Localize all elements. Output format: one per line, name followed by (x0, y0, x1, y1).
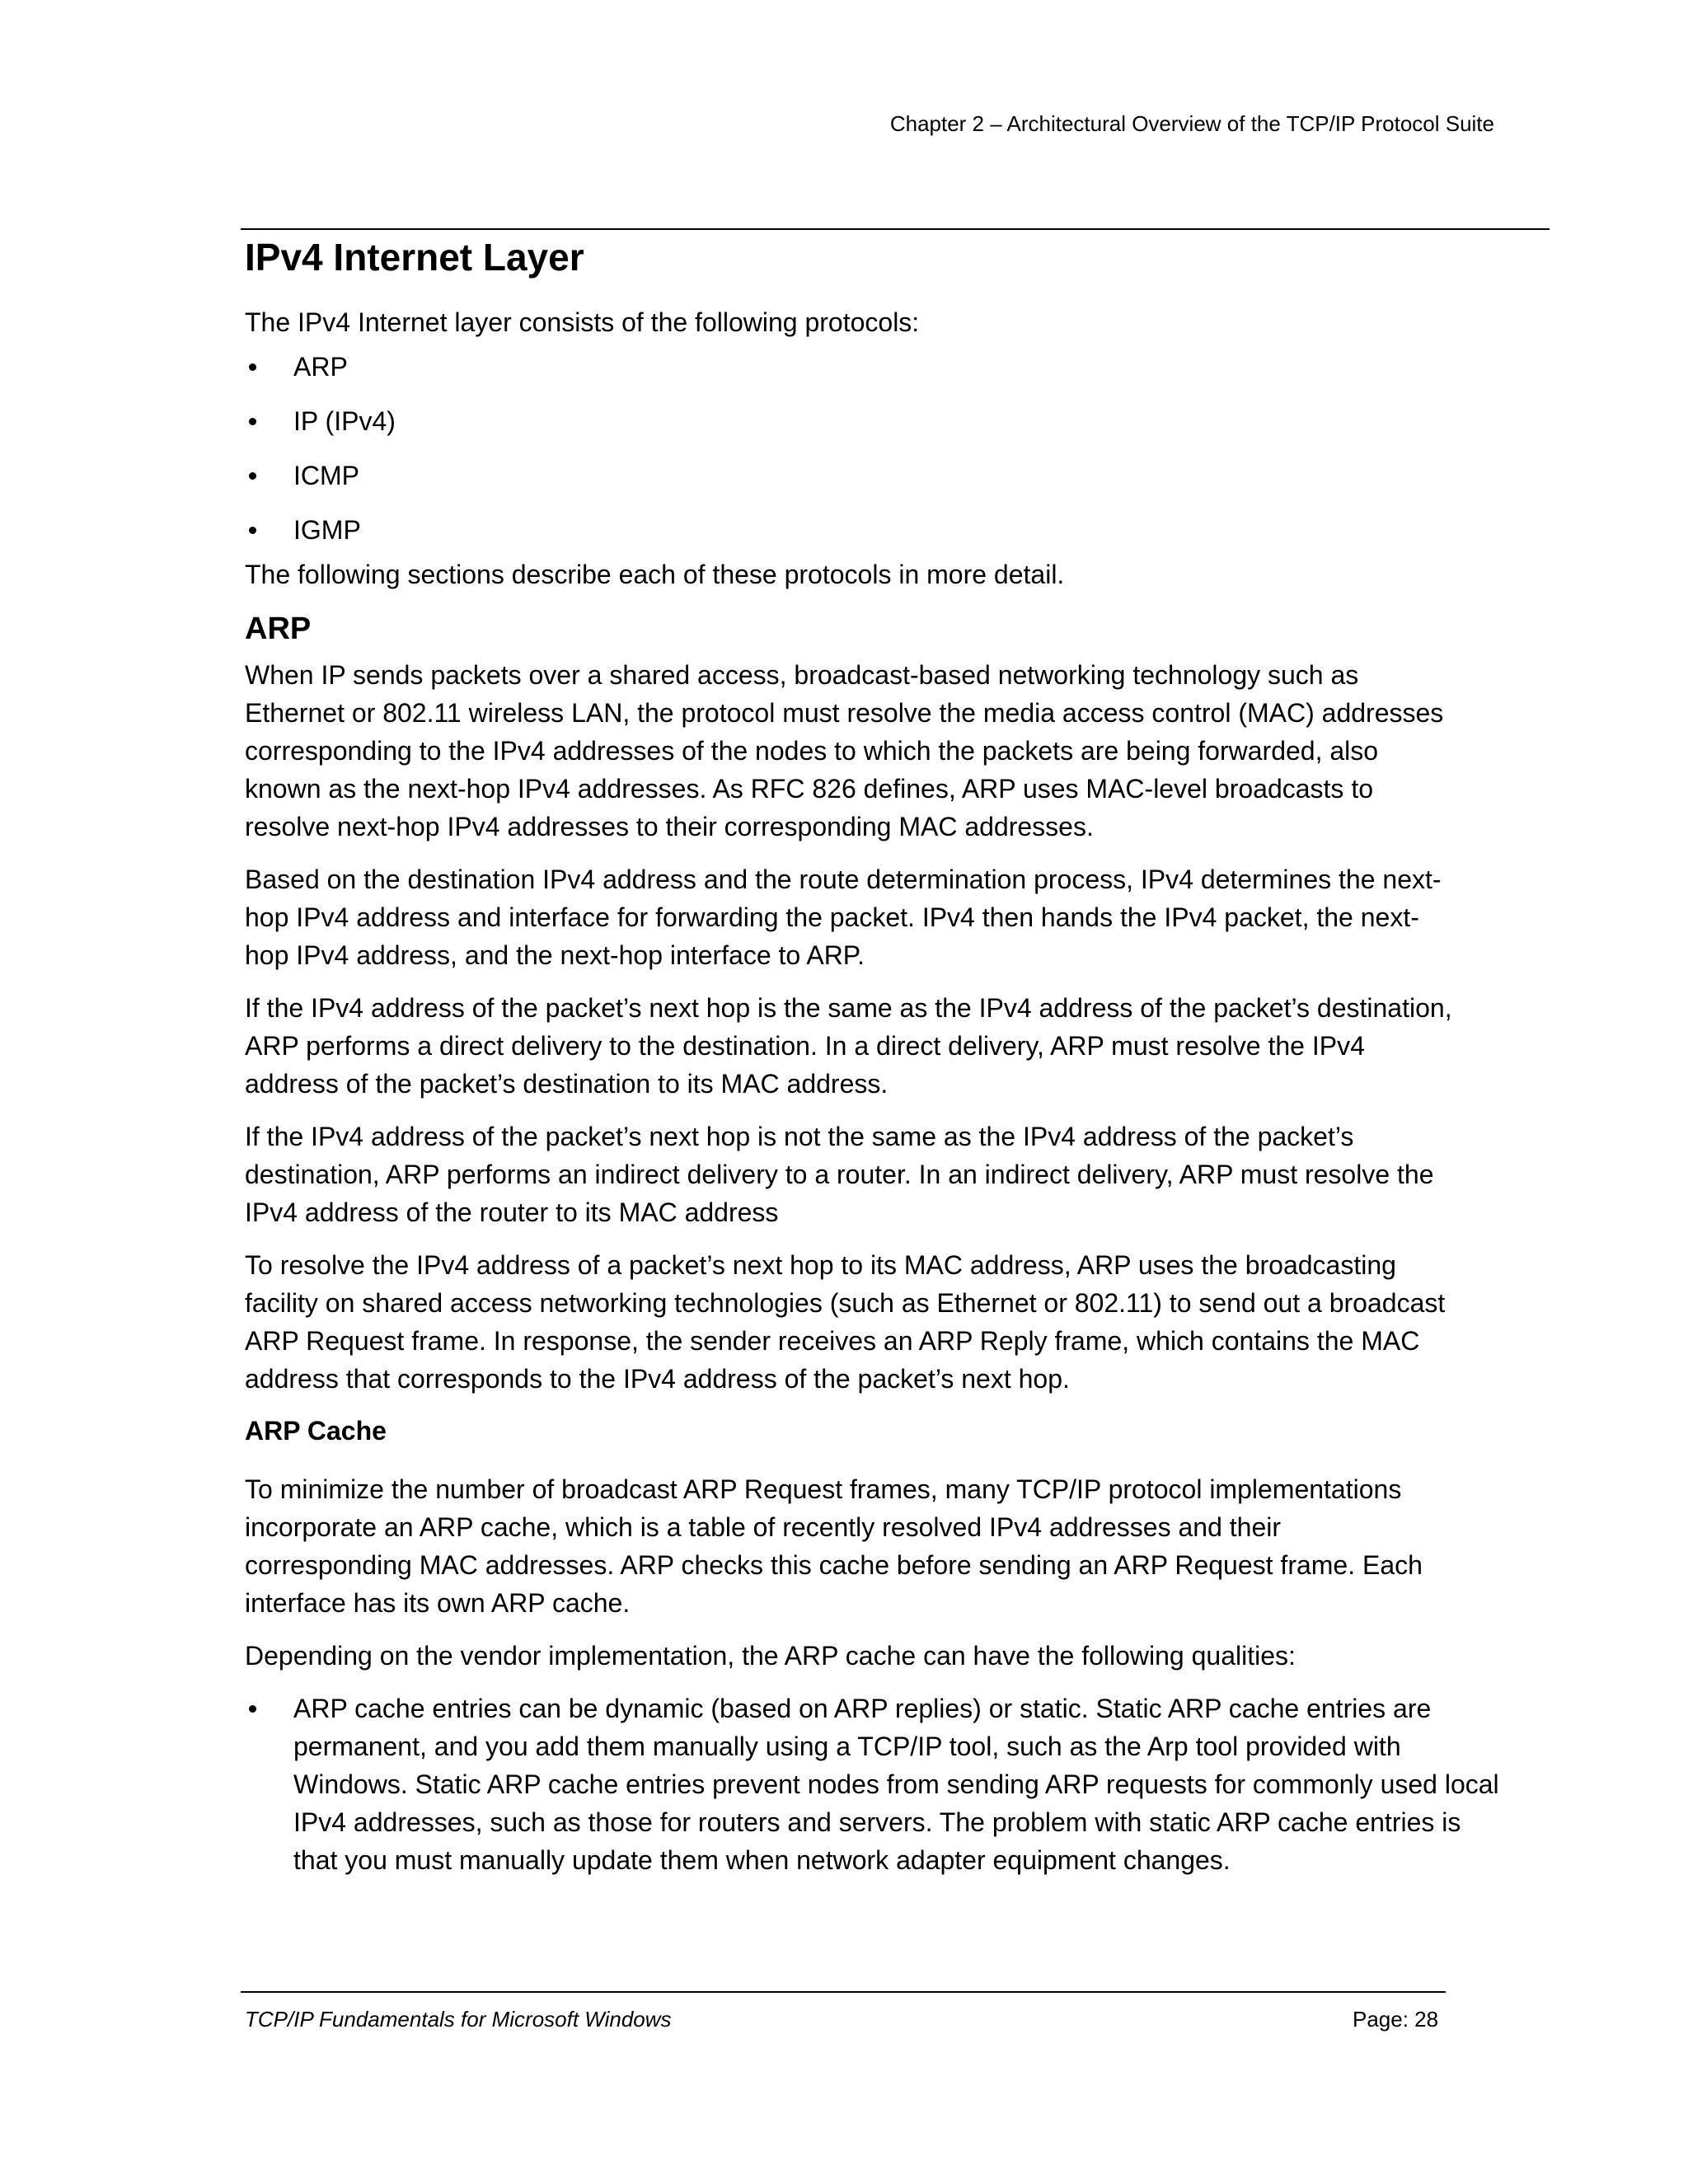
list-item: ICMP (245, 457, 1555, 494)
bullet-icon (249, 418, 256, 425)
arp-paragraph-2: Based on the destination IPv4 address and the route determination process, IPv4 determines the next- hop IPv4 address and interface for forwarding the packet. IPv4 then hands the IPv4 packet, the next- hop IPv4 address, and the next-hop interface to ARP. (245, 865, 1442, 970)
footer-rule (241, 1991, 1446, 1993)
footer-book-title: TCP/IP Fundamentals for Microsoft Windows (245, 2007, 672, 2032)
arp-cache-heading: ARP Cache (245, 1416, 387, 1446)
protocol-list (245, 348, 1555, 549)
arp-paragraph-4: If the IPv4 address of the packet’s next hop is not the same as the IPv4 address of the packet’s destination, ARP performs an indirect delivery to a router. In an indirect delivery, ARP must resolve the IPv4 address of the router to its MAC address (245, 1122, 1434, 1227)
list-item: IP (IPv4) (245, 402, 1555, 440)
list-item: ARP cache entries can be dynamic (based on ARP replies) or static. Static ARP cache entries are permanent, and you add them manually using a TCP/IP tool, such as the Arp tool provided with Windows. Static ARP cache entries prevent nodes from sending ARP requests for commonly used local IPv4 addresses, such as those for routers and servers. The problem with static ARP cache entries is that you must manually update them when network adapter equipment changes. (245, 1690, 1555, 1879)
running-header: Chapter 2 – Architectural Overview of the TCP/IP Protocol Suite (889, 111, 1494, 136)
bullet-icon (249, 472, 256, 480)
footer-page-number: Page: 28 (1353, 2007, 1439, 2032)
arp-cache-paragraph-1: To minimize the number of broadcast ARP Request frames, many TCP/IP protocol implementations incorporate an ARP cache, which is a table of recently resolved IPv4 addresses and their corresponding MAC addresses. ARP checks this cache before sending an ARP Request frame. Each interface has its own ARP cache. (245, 1474, 1423, 1618)
arp-cache-paragraph-2: Depending on the vendor implementation, the ARP cache can have the following qualities: (245, 1641, 1296, 1671)
arp-heading: ARP (245, 612, 312, 646)
arp-paragraph-1: When IP sends packets over a shared access, broadcast-based networking technology such as Ethernet or 802.11 wireless LAN, the protocol must resolve the media access control (MAC) addresses corresponding to the IPv4 addresses of the nodes to which the packets are being forwarded, also known as the next-hop IPv4 addresses. As RFC 826 defines, ARP uses MAC-level broadcasts to resolve next-hop IPv4 addresses to their corresponding MAC addresses. (245, 660, 1444, 841)
bullet-icon (249, 1705, 256, 1713)
closing-paragraph: The following sections describe each of these protocols in more detail. (245, 560, 1065, 589)
list-item: ARP (245, 348, 1555, 386)
intro-paragraph: The IPv4 Internet layer consists of the following protocols: (245, 307, 920, 337)
arp-paragraph-5: To resolve the IPv4 address of a packet’s next hop to its MAC address, ARP uses the broadcasting facility on shared access networking technologies (such as Ethernet or 802.11) to send out a broadcast ARP Request frame. In response, the sender receives an ARP Reply frame, which contains the MAC address that corresponds to the IPv4 address of the packet’s next hop. (245, 1250, 1446, 1394)
page-title: IPv4 Internet Layer (245, 236, 584, 279)
arp-paragraph-3: If the IPv4 address of the packet’s next hop is the same as the IPv4 address of the packet’s destination, ARP performs a direct delivery to the destination. In a direct delivery, ARP must resolve the IPv4 address of the packet’s destination to its MAC address. (245, 993, 1452, 1099)
bullet-icon (249, 527, 256, 534)
list-item: IGMP (245, 511, 1555, 549)
page-content (245, 232, 1555, 1879)
bullet-icon (249, 363, 256, 371)
header-rule (241, 228, 1550, 230)
qualities-list (245, 1690, 1555, 1879)
